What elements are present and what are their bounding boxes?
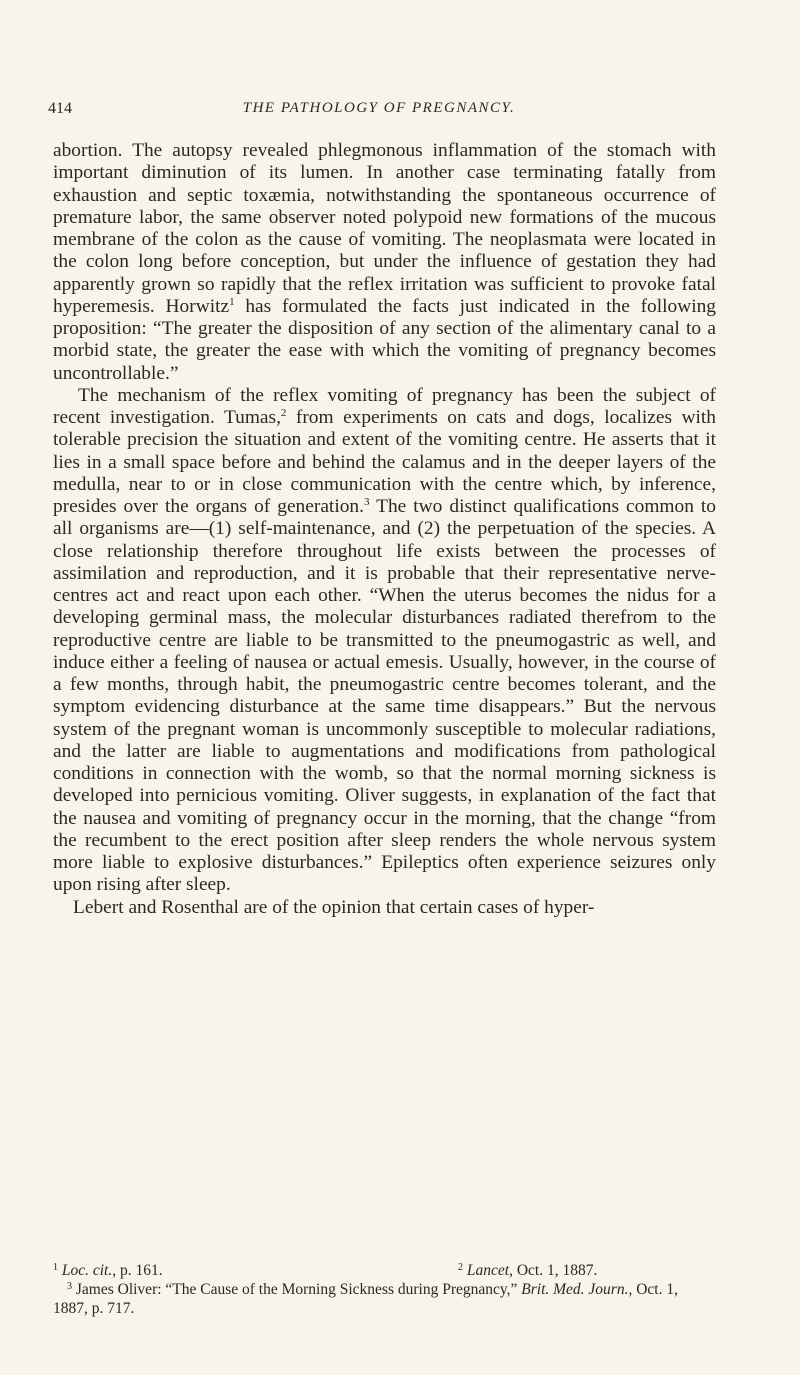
footnote-1 bbox=[53, 1261, 163, 1280]
footnote-ref-1: 1 bbox=[229, 295, 235, 308]
body-text bbox=[53, 140, 716, 919]
footnote-ref-2: 2 bbox=[280, 407, 287, 419]
running-title: THE PATHOLOGY OF PREGNANCY. bbox=[242, 100, 516, 116]
footnote-ref-3: 3 bbox=[363, 496, 370, 508]
paragraph-3: Lebert and Rosenthal are of the opinion that certain cases of hyper- bbox=[73, 896, 595, 918]
footnote-3-rest: , Oct. 1, 1887, p. 717. bbox=[53, 1281, 678, 1317]
footnote-3-text: James Oliver: “The Cause of the Morning Sickness during Pregnancy,” bbox=[75, 1281, 522, 1298]
page-header bbox=[48, 100, 710, 124]
page-number: 414 bbox=[48, 100, 72, 117]
footnote-1-mark: 1 bbox=[53, 1262, 58, 1273]
footnotes bbox=[53, 1261, 716, 1318]
footnote-3-mark: 3 bbox=[67, 1281, 72, 1292]
footnote-row-1-2 bbox=[53, 1261, 716, 1280]
footnote-2-title: Lancet bbox=[466, 1262, 510, 1279]
footnote-2-rest: , Oct. 1, 1887. bbox=[509, 1262, 598, 1279]
footnote-2 bbox=[458, 1261, 597, 1280]
paragraph-1-text-a: abortion. The autopsy revealed phlegmonous inflammation of the stomach with important diminution of its lumen. In another case terminating fatally from exhaustion and septic toxæmia, notwithstanding the spontaneous occurrence of premature labor, the same observer noted polypoid new formations of the mucous membrane of the colon as the cause of vomiting. The neoplasmata were located in the colon long before conception, but under the influence of gestation they had apparently grown so rapidly that the reflex irritation was sufficient to provoke fatal hyperemesis. Horwitz bbox=[53, 140, 716, 317]
paragraph-2-text-b: from experiments on cats and dogs, localizes with tolerable precision the situation and extent of the vomiting centre. He asserts that it lies in a small space before and behind the calamus and in the deeper layers of the medulla, near to or in close communication with the centre which, by inference, presides over the organs of generation. bbox=[53, 407, 716, 517]
footnote-1-title: Loc. cit. bbox=[61, 1262, 113, 1279]
footnote-3-journal: Brit. Med. Journ. bbox=[521, 1281, 629, 1298]
paragraph-1-text-b: has formulated the facts just indicated in the following proposition: “The greater the disposition of any section of the alimentary canal to a morbid state, the greater the ease with which the vomiting of pregnancy becomes uncontrollable.” bbox=[53, 295, 716, 384]
paragraph-2-text-a: The mechanism of the reflex vomiting of pregnancy has been the subject of recent investigation. Tumas, bbox=[53, 384, 716, 428]
footnote-3 bbox=[53, 1280, 716, 1318]
paragraph-1 bbox=[53, 140, 716, 385]
footnote-1-rest: , p. 161. bbox=[112, 1262, 163, 1279]
paragraph-2 bbox=[53, 385, 716, 897]
paragraph-2-text-c: The two distinct qualifications common to all organisms are—(1) self-maintenance, and (2) the perpetuation of the species. A close relationship therefore throughout life exists between the processes of assimilation and reproduction, and it is probable that their representative nerve-centres act and react upon each other. “When the uterus becomes the nidus for a developing germinal mass, the molecular disturbances radiated therefrom to the reproductive centre are liable to be transmitted to the pneumogastric as well, and induce either a feeling of nausea or actual emesis. Usually, however, in the course of a few months, through habit, the pneumogastric centre becomes tolerant, and the symptom evidencing disturbance at the same time disappears.” But the nervous system of the pregnant woman is uncommonly susceptible to molecular radiations, and the latter are liable to augmentations and modifications from pathological conditions in connection with the womb, so that the normal morning sickness is developed into pernicious vomiting. Oliver suggests, in explanation of the fact that the nausea and vomiting of pregnancy occur in the morning, that the change “from the recumbent to the erect position after sleep renders the whole nervous system more liable to explosive disturbances.” Epileptics often experience seizures only upon rising after sleep. bbox=[53, 496, 717, 896]
footnote-2-mark: 2 bbox=[458, 1262, 463, 1273]
